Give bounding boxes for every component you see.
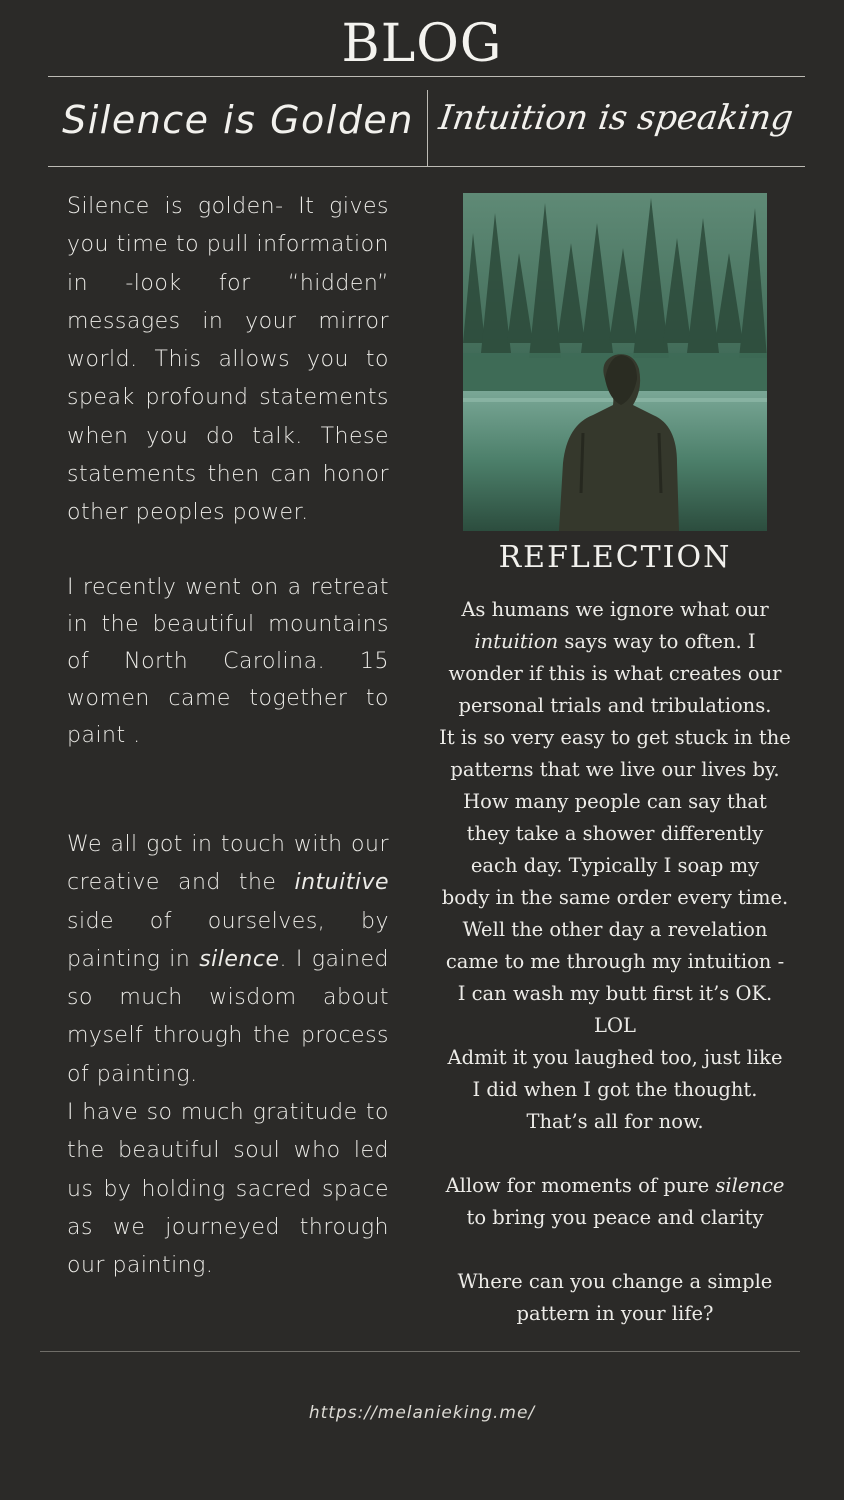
header-top-rule xyxy=(48,76,805,77)
left-paragraph-silence: Silence is golden- It gives you time to pull information in -look for “hidden” messages in your mirror world. This allows you to speak profound statements when you do talk. These statements then can honor other peoples power. xyxy=(67,194,389,526)
page-title: BLOG xyxy=(341,14,503,74)
footer-rule xyxy=(40,1351,800,1352)
left-paragraph-painting: We all got in touch with our creative and the intuitive side of ourselves, by painting in silence. I gained so much wisdom about myself through the process of painting. I have so much gratitude to the beautiful soul who led us by holding sacred space as we journeyed through our painting. xyxy=(67,832,389,1279)
lake-reflection-photo xyxy=(463,193,767,531)
subtitle-intuition-is-speaking: Intuition is speaking xyxy=(436,98,796,138)
left-paragraph-retreat: I recently went on a retreat in the beautiful mountains of North Carolina. 15 women came together to paint . xyxy=(67,575,389,748)
subtitle-silence-is-golden: Silence is Golden xyxy=(62,98,414,142)
reflection-text: As humans we ignore what our intuition says way to often. I wonder if this is what creates our personal trials and tribulations. It is so very easy to get stuck in the patterns that we live our lives by. How many people can say that they take a shower differently each day. Typically I soap my body in the same order every time. Well the other day a revelation came to me through my intuition - I can wash my butt first it’s OK. LOL Admit it you laughed too, just like I did when I got the thought. That’s all for now. Allow for moments of pure silence to bring you peace and clarity Where can you change a simple pattern in your life? xyxy=(439,598,791,1325)
reflection-heading: REFLECTION xyxy=(498,540,732,575)
header-bottom-rule xyxy=(48,166,805,167)
footer-url-link[interactable]: https://melanieking.me/ xyxy=(308,1403,536,1423)
